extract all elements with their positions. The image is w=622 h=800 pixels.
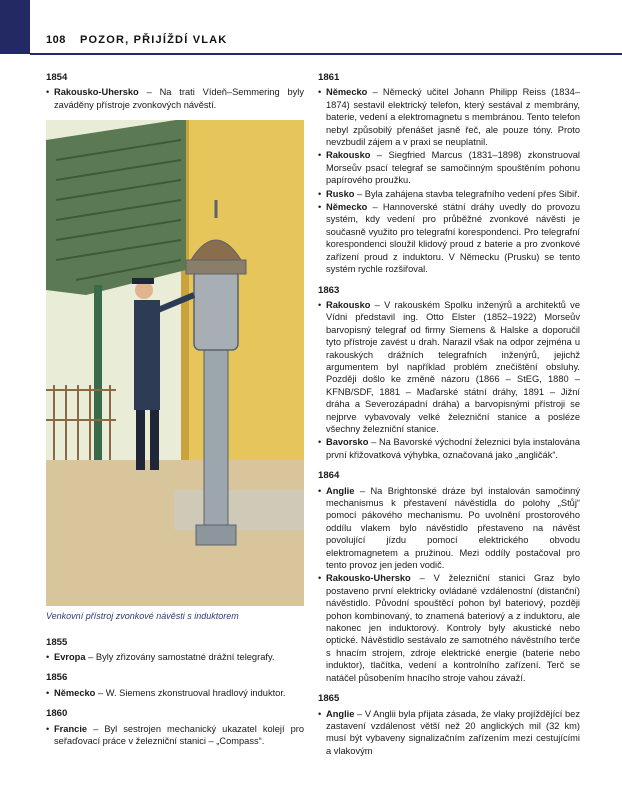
entry: • Rakousko – V rakouském Spolku inženýrů a architektů ve Vídni představil ing. Otto Elster (1852–1922) Morseův barvopisný telegraf od firmy Siemens & Halske a doporučil tyto přístroje zavést u drah. Narazil však na odpor zejména u rakouských drážních telegrafních inženýrů, jejichž argumentem byl například problém znečištění obsluhy. Později došlo ke změně názoru (1866 – StEG, 1880 – KFNB/SDF, 1881 – Maďarské státní dráhy, 1891 – Jižní dráha a Severozápadní dráha) a barvopisnými přístroji se nejprve vybavovaly velké železniční stanice a posléze všechny železniční stanice. <box>318 299 580 435</box>
running-title: POZOR, PŘIJÍŽDÍ VLAK <box>80 34 228 46</box>
entry-text: Na trati Vídeň–Semmering byly zaváděny přístroje zvonkových návěstí. <box>54 87 304 110</box>
signal-illustration <box>46 120 304 606</box>
station-roof <box>46 120 186 295</box>
entry-region: Německo <box>54 687 96 698</box>
entry: • Francie – Byl sestrojen mechanický ukazatel kolejí pro seřaďovací práce v železniční stanici – „Compass“. <box>46 723 304 748</box>
entry: • Anglie – Na Brightonské dráze byl instalován samočinný mechanismus k přestavení návěstidla do polohy „Stůj“ pomocí pákového mechanismu. Po uvolnění prostorového oddílu vlakem bylo návěstidlo přestaveno na návěst povolující jízdu pomocí elektrického obvodu elektromagnetem a pružinou. Mezi oddíly postačoval pro tento provoz jen jeden vodič. <box>318 485 580 572</box>
entry-region: Rakousko-Uhersko <box>326 573 411 584</box>
entry: • Německo – W. Siemens zkonstruoval hradlový induktor. <box>46 687 304 699</box>
header-rule <box>30 53 622 55</box>
left-column <box>46 72 304 756</box>
section-1860 <box>46 708 304 747</box>
year-heading: 1855 <box>46 636 68 648</box>
entry-region: Rakousko <box>326 150 371 161</box>
entry-region: Rusko <box>326 188 355 199</box>
signal-post <box>204 350 228 530</box>
year-heading: 1863 <box>318 284 340 296</box>
entry-region: Evropa <box>54 652 86 663</box>
platform-base <box>174 490 304 530</box>
year-heading: 1854 <box>46 72 68 83</box>
section-1855 <box>46 637 304 664</box>
entry-text: Byl sestrojen mechanický ukazatel kolejí pro seřaďovací práce v železniční stanici – „Compass“. <box>54 723 304 747</box>
section-1864 <box>318 470 580 684</box>
entry-text: Siegfried Marcus (1831–1898) zkonstruoval Morseův psací telegraf se samočinným spouštěním pohonu papírového proužku. <box>326 150 580 186</box>
coat <box>134 300 160 410</box>
year-heading: 1856 <box>46 672 68 684</box>
entry-region: Německo <box>326 87 368 98</box>
page-number: 108 <box>46 34 66 46</box>
leg-right <box>150 410 159 470</box>
signal-cabinet <box>194 270 238 350</box>
signal-cap-band <box>186 260 246 274</box>
entry: • Německo – Hannoverské státní dráhy uvedly do provozu systém, kdy vedení pro průběžné zvonkové návěsti je současně využito pro telegrafní korespondenci. Pro telegrafní korespondenci sloužil klidový proud z baterie a pro zvonkové zařízení proud z induktoru. V Německu (Prusku) se tento systém rychle rozšiřoval. <box>318 201 580 275</box>
entry: • Rakousko-Uhersko – Na trati Vídeň–Semmering byly zaváděny přístroje zvonkových návěstí. <box>46 86 304 111</box>
signal-post-foot <box>196 525 236 545</box>
entry-text: Hannoverské státní dráhy uvedly do provozu systém, kdy vedení pro průběžné zvonkové návěsti je současně využito pro telegrafní korespondenci. Pro telegrafní korespondenci sloužil klidový proud z baterie a pro zvonkové zařízení proud z induktoru. V Německu (Prusku) se tento systém rychle rozšiřoval. <box>326 202 580 275</box>
entry-text: Byly zřizovány samostatné drážní telegrafy. <box>95 652 275 663</box>
entry-text: W. Siemens zkonstruoval hradlový induktor. <box>105 687 286 698</box>
section-1863 <box>318 285 580 462</box>
entry-text: Německý učitel Johann Philipp Reiss (1834–1874) sestavil elektrický telefon, který sestával z membrány, baterie, vedení a elektromagnetu s membránou. Tento telefon nebyl způsobilý přenášet jasně řeč, ale pouze tóny. Proto nevzbudil zájem a v praxi se neuplatnil. <box>326 87 580 148</box>
entry-region: Francie <box>54 723 88 734</box>
entry-region: Rakousko <box>326 299 371 310</box>
section-1856 <box>46 672 304 699</box>
right-column <box>318 72 580 766</box>
entry-text: V Anglii byla přijata zásada, že vlaky projíždějící bez zastavení vzdálenost větší než 20 anglických mil (32 km) musí být vybaveny signalizačním zařízením mezi cestujícími a vlakovým <box>326 708 580 756</box>
entry-text: Byla zahájena stavba telegrafního vedení přes Sibiř. <box>364 188 580 199</box>
ground <box>46 460 304 606</box>
entry: • Rakousko – Siegfried Marcus (1831–1898) zkonstruoval Morseův psací telegraf se samočinným spouštěním pohonu papírového proužku. <box>318 149 580 186</box>
entry-text: Na Bavorské východní železnici byla instalována první křižovatková výhybka, označovaná jako „angličák“. <box>326 437 580 460</box>
cap <box>132 278 154 284</box>
entry-region: Anglie <box>326 708 355 719</box>
entry-text: V rakouském Spolku inženýrů a architektů ve Vídni představil ing. Otto Elster (1852–1922) Morseův barvopisný telegraf od firmy Siemens & Halske a doporučil tyto přístroje zavést u drah. Narazil však na odpor zejména u rakouských drážních telegrafních inženýrů, jejichž argumentem byl například problém znečištění obsluhy. Později došlo ke změně názoru (1866 – StEG, 1880 – KFNB/SDF, 1881 – Maďarské státní dráhy, 1891 – Jižní dráha a Severozápadní dráha) a barvopisnými přístroji se nejprve vybavovaly velké železniční stanice a posléze všechny železniční stanice. <box>326 299 580 434</box>
section-1854 <box>46 72 304 111</box>
entry-text: V železniční stanici Graz bylo postaveno první elektricky ovládané vzdálenostní (distanční) návěstidlo. Původní spouštěcí pohon byl bateriový, později pohon kombinovaný, to znamená bateriový a z induktoru, ale nakonec jen induktorový. Kontroly byly akustické nebo optické. Návěstidlo sestávalo ze samotného návěstního terče s hnacím strojem, zdroje elektrické energie (baterie nebo induktor), tlačítka, vedení a kontrolního zařízení. Terč se natáčel působením hnacího stroje vahou závaží. <box>326 573 580 683</box>
entry-region: Německo <box>326 202 368 213</box>
illustration-caption: Venkovní přístroj zvonkové návěsti s induktorem <box>46 611 239 622</box>
section-1865 <box>318 693 580 757</box>
year-heading: 1860 <box>46 708 68 720</box>
entry: • Rusko – Byla zahájena stavba telegrafního vedení přes Sibiř. <box>318 188 580 200</box>
entry: • Rakousko-Uhersko – V železniční stanici Graz bylo postaveno první elektricky ovládané vzdálenostní (distanční) návěstidlo. Původní spouštěcí pohon byl bateriový, později pohon kombinovaný, to znamená bateriový a z induktoru, ale nakonec jen induktorový. Kontroly byly akustické nebo optické. Návěstidlo sestávalo ze samotného návěstního terče s hnacím strojem, zdroje elektrické energie (baterie nebo induktor), tlačítka, vedení a kontrolního zařízení. Terč se natáčel působením hnacího stroje vahou závaží. <box>318 572 580 684</box>
year-heading: 1864 <box>318 470 340 482</box>
entry: • Anglie – V Anglii byla přijata zásada, že vlaky projíždějící bez zastavení vzdálenost větší než 20 anglických mil (32 km) musí být vybaveny signalizačním zařízením mezi cestujícími a vlakovým <box>318 708 580 758</box>
header-color-band <box>0 0 30 54</box>
entry-region: Anglie <box>326 485 355 496</box>
year-heading: 1861 <box>318 72 340 83</box>
entry: • Bavorsko – Na Bavorské východní železnici byla instalována první křižovatková výhybka, označovaná jako „angličák“. <box>318 436 580 461</box>
entry-region: Bavorsko <box>326 437 369 448</box>
section-1861 <box>318 72 580 276</box>
entry-region: Rakousko-Uhersko <box>54 87 139 98</box>
year-heading: 1865 <box>318 693 340 705</box>
entry-text: Na Brightonské dráze byl instalován samočinný mechanismus k přestavení návěstidla do polohy „Stůj“ pomocí pákového mechanismu. Po uvolnění prostorového oddílu vlakem bylo návěstidlo přestaveno na návěst povolující jízdu pomocí elektrického obvodu elektromagnetem a pružinou. Mezi oddíly postačoval pro tento provoz jen jeden vodič. <box>326 485 580 571</box>
entry: • Evropa – Byly zřizovány samostatné drážní telegrafy. <box>46 651 304 663</box>
leg-left <box>136 410 145 470</box>
entry: • Německo – Německý učitel Johann Philipp Reiss (1834–1874) sestavil elektrický telefon, který sestával z membrány, baterie, vedení a elektromagnetu s membránou. Tento telefon nebyl způsobilý přenášet jasně řeč, ale pouze tóny. Proto nevzbudil zájem a v praxi se neuplatnil. <box>318 86 580 148</box>
